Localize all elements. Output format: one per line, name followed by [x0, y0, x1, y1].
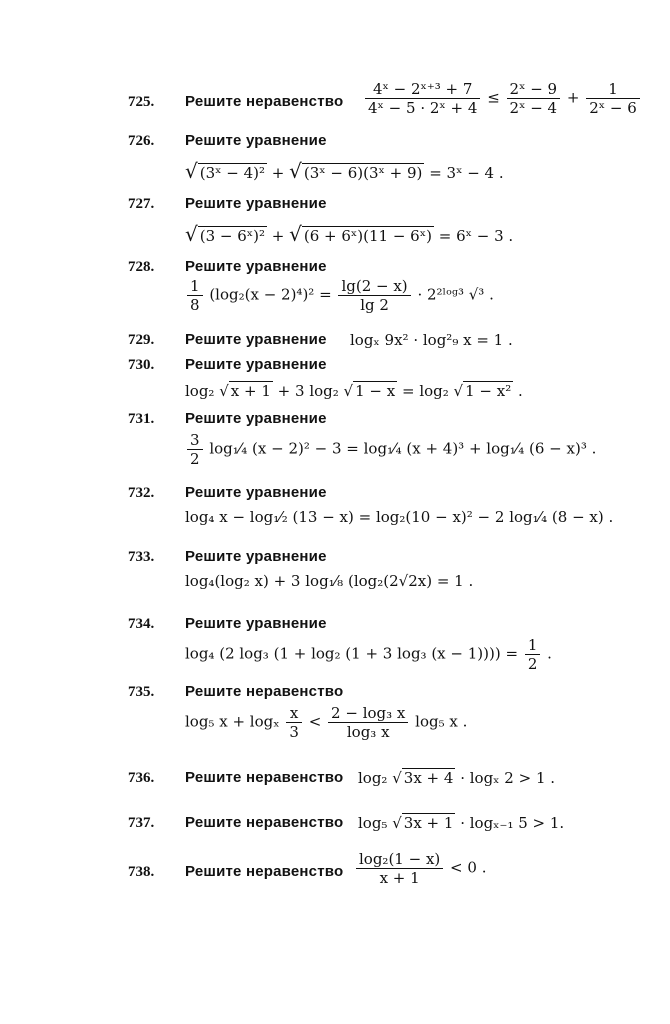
problem-number: 732.: [128, 485, 155, 501]
problem-expression: log₅ √ 3x + 1 · logₓ₋₁ 5 > 1.: [358, 814, 565, 832]
problem-task: Решите неравенство: [185, 769, 344, 786]
fraction: $\frac{\text{2ˣ − 9}}{\text{2ˣ − 4}}$: [507, 80, 561, 117]
problem-task: Решите неравенство: [185, 93, 344, 110]
problem-task: Решите уравнение: [185, 484, 327, 501]
problem-number: 735.: [128, 684, 155, 700]
problem-expression: log₂ √ x + 1 + 3 log₂ √ 1 − x = log₂ √ 1 − x² .: [185, 382, 523, 400]
problem-number: 727.: [128, 196, 155, 212]
problem-number: 736.: [128, 770, 155, 786]
problem-expression: √ (3ˣ − 4)² + √ (3ˣ − 6)(3ˣ + 9) = 3ˣ − 4 .: [185, 159, 504, 183]
problem-task: Решите уравнение: [185, 132, 327, 149]
problem-expression: log₂ √ 3x + 4 · logₓ 2 > 1 .: [358, 769, 556, 787]
problem-number: 725.: [128, 94, 155, 110]
problem-task: Решите уравнение: [185, 548, 327, 565]
problem-expression: log₄(log₂ x) + 3 log₁⁄₈ (log₂(2√2x) = 1 .: [185, 572, 474, 590]
problem-number: 728.: [128, 259, 155, 275]
problem-task: Решите уравнение: [185, 410, 327, 427]
problem-task: Решите уравнение: [185, 258, 327, 275]
problem-expression: $\frac{1}{8}$ (log₂(x − 2)⁴)² = $\frac{\lg(2 - x)}{\lg 2}$ · 2²ˡᵒᵍ³ √³ .: [185, 277, 494, 314]
problem-task: Решите уравнение: [185, 195, 327, 212]
problem-expression: √ (3 − 6ˣ)² + √ (6 + 6ˣ)(11 − 6ˣ) = 6ˣ − 3 .: [185, 222, 514, 246]
problem-expression: log₄ (2 log₃ (1 + log₂ (1 + 3 log₃ (x − 1)))) = $\frac{1}{2}$ .: [185, 636, 552, 673]
problem-number: 731.: [128, 411, 155, 427]
problem-expression: log₅ x + logₓ $\frac{x}{3}$ < $\frac{\text{2 − log₃ x}}{\text{log₃ x}}$ log₅ x .: [185, 704, 468, 741]
problem-task: Решите неравенство: [185, 814, 344, 831]
problem-expression: logₓ 9x² · log²₉ x = 1 .: [350, 331, 513, 349]
problem-number: 737.: [128, 815, 155, 831]
problem-number: 738.: [128, 864, 155, 880]
problem-expression: $\frac{\text{4ˣ − 2ˣ⁺³ + 7}}{\text{4ˣ − 5 · 2ˣ + 4}}$ ≤ $\frac{\text{2ˣ − 9}}{\text{2ˣ − 4}}$ + $\frac{1}{\text{2ˣ − 6}}$: [363, 80, 642, 117]
problem-number: 730.: [128, 357, 155, 373]
problem-number: 729.: [128, 332, 155, 348]
problem-task: Решите уравнение: [185, 615, 327, 632]
problem-task: Решите неравенство: [185, 683, 344, 700]
fraction: $\frac{1}{\text{2ˣ − 6}}$: [586, 80, 640, 117]
problem-expression: $\frac{\text{log₂(1 − x)}}{x + 1}$ < 0 .: [354, 850, 486, 887]
problem-number: 733.: [128, 549, 155, 565]
problem-task: Решите неравенство: [185, 863, 344, 880]
problem-number: 726.: [128, 133, 155, 149]
fraction: $\frac{\text{4ˣ − 2ˣ⁺³ + 7}}{\text{4ˣ − 5 · 2ˣ + 4}}$: [365, 80, 480, 117]
problem-expression: log₄ x − log₁⁄₂ (13 − x) = log₂(10 − x)² − 2 log₁⁄₄ (8 − x) .: [185, 508, 614, 526]
problem-task: Решите уравнение: [185, 356, 327, 373]
problem-task: Решите уравнение: [185, 331, 327, 348]
problem-expression: $\frac{3}{2}$ log₁⁄₄ (x − 2)² − 3 = log₁⁄₄ (x + 4)³ + log₁⁄₄ (6 − x)³ .: [185, 431, 596, 468]
problem-number: 734.: [128, 616, 155, 632]
